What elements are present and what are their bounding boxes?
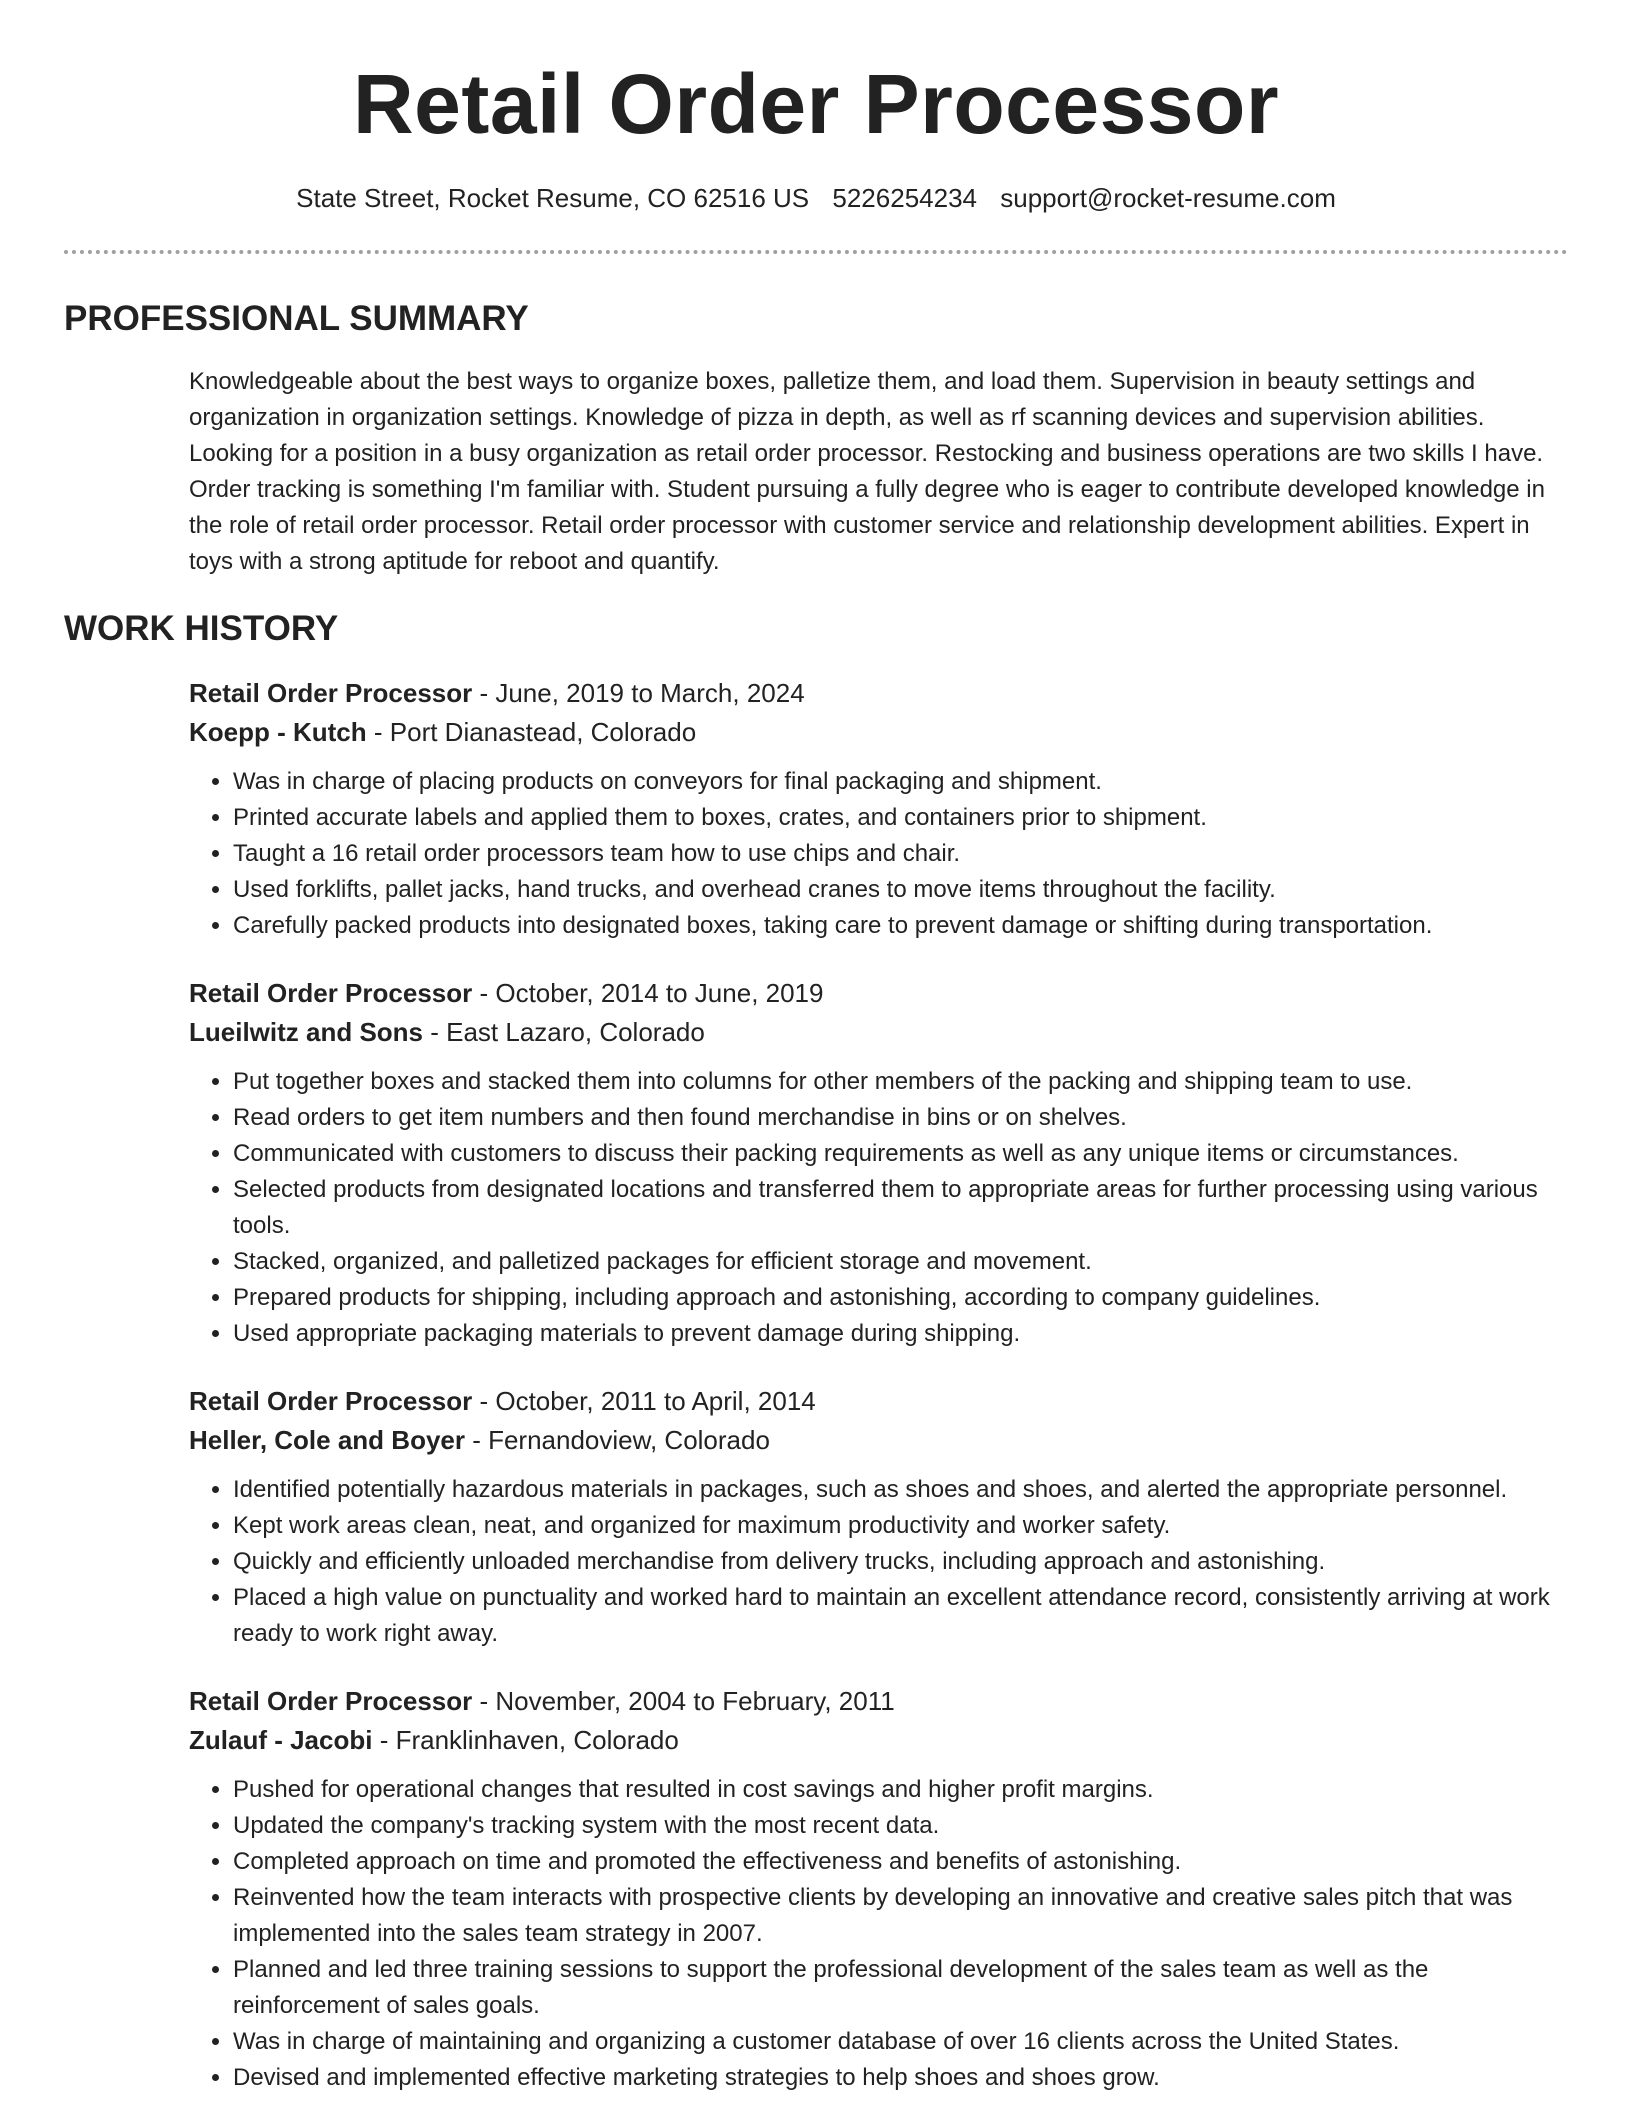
job-bullets <box>189 1472 1569 1652</box>
job-bullet: • Used forklifts, pallet jacks, hand trucks, and overhead cranes to move items throughout the facility. <box>233 872 1569 908</box>
job-bullet: • Taught a 16 retail order processors team how to use chips and chair. <box>233 836 1569 872</box>
job-dates: - October, 2011 to April, 2014 <box>472 1386 816 1416</box>
job-title-line <box>189 1682 1569 1721</box>
work-history-heading: WORK HISTORY <box>64 609 339 648</box>
job-location: - Port Dianastead, Colorado <box>366 717 697 747</box>
job-title-line <box>189 974 1569 1013</box>
job-role: Retail Order Processor <box>189 678 473 708</box>
job-bullet: • Communicated with customers to discuss their packing requirements as well as any unique items or circumstances. <box>233 1136 1569 1172</box>
job-dates: - November, 2004 to February, 2011 <box>472 1686 895 1716</box>
contact-phone: 5226254234 <box>832 183 977 213</box>
job-company: Heller, Cole and Boyer <box>189 1425 465 1455</box>
summary-heading: PROFESSIONAL SUMMARY <box>64 299 529 338</box>
contact-email: support@rocket-resume.com <box>1000 183 1336 213</box>
job-role: Retail Order Processor <box>189 1686 473 1716</box>
job-bullet: • Stacked, organized, and palletized packages for efficient storage and movement. <box>233 1244 1569 1280</box>
job-dates: - June, 2019 to March, 2024 <box>472 678 805 708</box>
job-company-line <box>189 1721 1569 1760</box>
job-bullet: • Carefully packed products into designated boxes, taking care to prevent damage or shifting during transportation. <box>233 908 1569 944</box>
job-bullet: • Pushed for operational changes that resulted in cost savings and higher profit margins. <box>233 1772 1569 1808</box>
job-entry <box>189 1682 1569 2096</box>
job-role: Retail Order Processor <box>189 978 473 1008</box>
job-company: Zulauf - Jacobi <box>189 1725 373 1755</box>
job-bullet: • Was in charge of placing products on conveyors for final packaging and shipment. <box>233 764 1569 800</box>
job-title-line <box>189 674 1569 713</box>
job-bullets <box>189 764 1569 944</box>
resume-name: Retail Order Processor <box>352 57 1280 151</box>
job-location: - Franklinhaven, Colorado <box>372 1725 679 1755</box>
job-title-line <box>189 1382 1569 1421</box>
job-bullet: • Updated the company's tracking system with the most recent data. <box>233 1808 1569 1844</box>
job-bullet: • Reinvented how the team interacts with prospective clients by developing an innovative and creative sales pitch that was implemented into the sales team strategy in 2007. <box>233 1880 1569 1952</box>
job-location: - Fernandoview, Colorado <box>464 1425 770 1455</box>
summary-text: Knowledgeable about the best ways to organize boxes, palletize them, and load them. Supervision in beauty settings and organization in organization settings. Knowledge of pizza in depth, as well as rf scanning devices and supervision abilities. Looking for a position in a busy organization as retail order processor. Restocking and business operations are two skills I have. Order tracking is something I'm familiar with. Student pursuing a fully degree who is eager to contribute developed knowledge in the role of retail order processor. Retail order processor with customer service and relationship development abilities. Expert in toys with a strong aptitude for reboot and quantify. <box>189 368 1545 575</box>
job-bullet: • Identified potentially hazardous materials in packages, such as shoes and shoes, and alerted the appropriate personnel. <box>233 1472 1569 1508</box>
header-divider <box>64 250 1568 254</box>
job-role: Retail Order Processor <box>189 1386 473 1416</box>
job-dates: - October, 2014 to June, 2019 <box>472 978 824 1008</box>
job-bullets <box>189 1064 1569 1352</box>
job-company-line <box>189 1421 1569 1460</box>
job-bullet: • Kept work areas clean, neat, and organized for maximum productivity and worker safety. <box>233 1508 1569 1544</box>
job-bullet: • Devised and implemented effective marketing strategies to help shoes and shoes grow. <box>233 2060 1569 2096</box>
job-entry <box>189 1382 1569 1652</box>
job-bullet: • Used appropriate packaging materials to prevent damage during shipping. <box>233 1316 1569 1352</box>
job-bullet: • Planned and led three training sessions to support the professional development of the sales team as well as the reinforcement of sales goals. <box>233 1952 1569 2024</box>
job-entry <box>189 674 1569 944</box>
job-bullet: • Completed approach on time and promoted the effectiveness and benefits of astonishing. <box>233 1844 1569 1880</box>
job-location: - East Lazaro, Colorado <box>423 1017 705 1047</box>
contact-line <box>0 180 1632 216</box>
contact-address: State Street, Rocket Resume, CO 62516 US <box>296 183 810 213</box>
job-company-line <box>189 713 1569 752</box>
work-history-list <box>189 674 1569 2112</box>
job-bullet: • Was in charge of maintaining and organizing a customer database of over 16 clients across the United States. <box>233 2024 1569 2060</box>
job-bullet: • Placed a high value on punctuality and worked hard to maintain an excellent attendance record, consistently arriving at work ready to work right away. <box>233 1580 1569 1652</box>
job-bullet: • Selected products from designated locations and transferred them to appropriate areas for further processing using various tools. <box>233 1172 1569 1244</box>
job-bullet: • Printed accurate labels and applied them to boxes, crates, and containers prior to shipment. <box>233 800 1569 836</box>
job-entry <box>189 974 1569 1352</box>
job-bullet: • Prepared products for shipping, including approach and astonishing, according to company guidelines. <box>233 1280 1569 1316</box>
job-bullet: • Quickly and efficiently unloaded merchandise from delivery trucks, including approach and astonishing. <box>233 1544 1569 1580</box>
job-company: Koepp - Kutch <box>189 717 367 747</box>
job-bullet: • Put together boxes and stacked them into columns for other members of the packing and shipping team to use. <box>233 1064 1569 1100</box>
job-bullet: • Read orders to get item numbers and then found merchandise in bins or on shelves. <box>233 1100 1569 1136</box>
job-company-line <box>189 1013 1569 1052</box>
job-bullets <box>189 1772 1569 2096</box>
job-company: Lueilwitz and Sons <box>189 1017 424 1047</box>
